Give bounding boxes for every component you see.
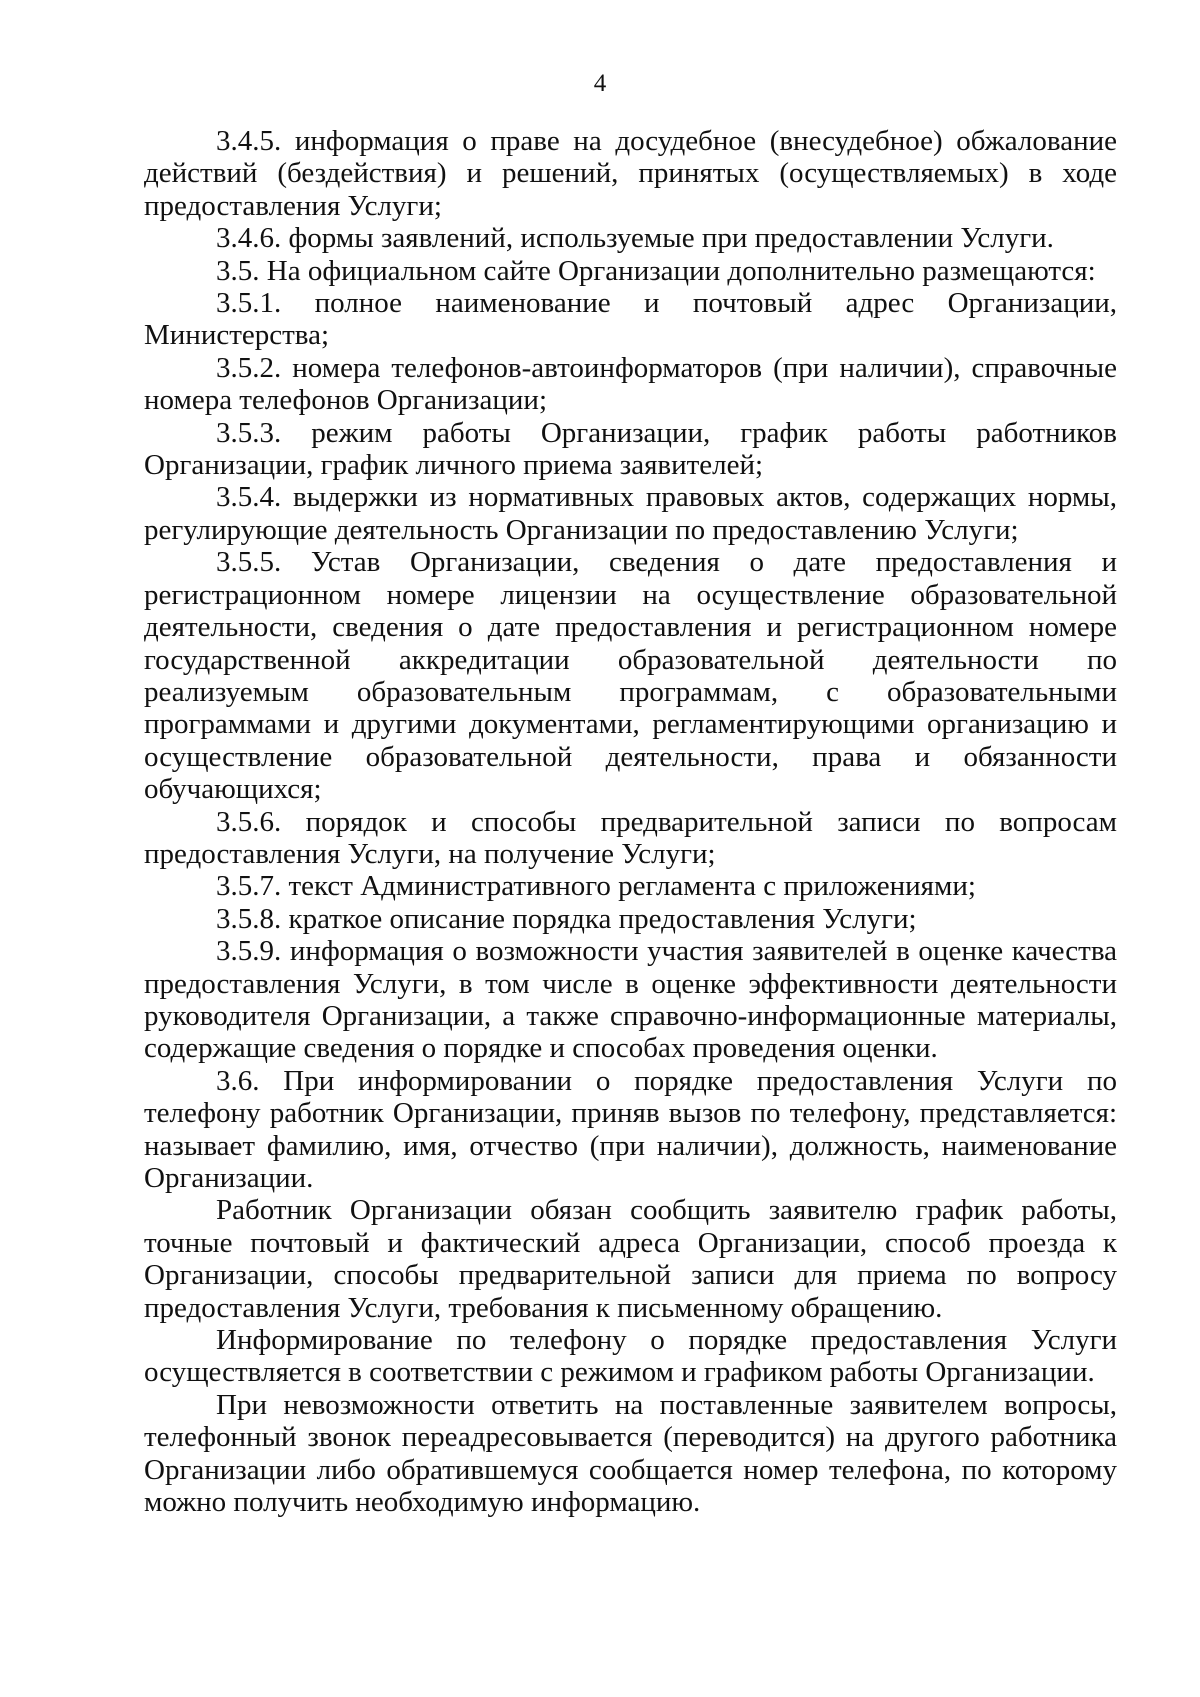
paragraph-3-4-5: 3.4.5. информация о праве на досудебное (внесудебное) обжалование действий (бездействия) и решений, принятых (осуществляемых) в ходе предоставления Услуги; [144, 125, 1117, 222]
paragraph-3-5-2: 3.5.2. номера телефонов-автоинформаторов (при наличии), справочные номера телефонов Организации; [144, 351, 1117, 417]
paragraph-3-5-1: 3.5.1. полное наименование и почтовый адрес Организации, Министерства; [144, 287, 1117, 352]
paragraph-call-redirect: При невозможности ответить на поставленные заявителем вопросы, телефонный звонок переадресовывается (переводится) на другого работника Организации либо обратившемуся сообщается номер телефона, по которому можно получить необходимую информацию. [144, 1388, 1117, 1519]
paragraph-3-5-9: 3.5.9. информация о возможности участия заявителей в оценке качества предоставления Услуги, в том числе в оценке эффективности деятельности руководителя Организации, а также справочно-информационные материалы, содержащие сведения о порядке и способах проведения оценки. [144, 935, 1117, 1065]
document-body [144, 125, 1117, 1518]
paragraph-3-6: 3.6. При информировании о порядке предоставления Услуги по телефону работник Организации, приняв вызов по телефону, представляется: называет фамилию, имя, отчество (при наличии), должность, наименование Организации. [144, 1064, 1117, 1194]
paragraph-3-5-5: 3.5.5. Устав Организации, сведения о дате предоставления и регистрационном номере лицензии на осуществление образовательной деятельности, сведения о дате предоставления и регистрационном номере государственной аккредитации образовательной деятельности по реализуемым образовательным программам, с образовательными программами и другими документами, регламентирующими организацию и осуществление образовательной деятельности, права и обязанности обучающихся; [144, 546, 1117, 806]
paragraph-3-5-6: 3.5.6. порядок и способы предварительной записи по вопросам предоставления Услуги, на получение Услуги; [144, 805, 1117, 870]
paragraph-3-5-4: 3.5.4. выдержки из нормативных правовых актов, содержащих нормы, регулирующие деятельность Организации по предоставлению Услуги; [144, 481, 1117, 546]
paragraph-3-5: 3.5. На официальном сайте Организации дополнительно размещаются: [216, 254, 1096, 287]
page-number: 4 [593, 70, 607, 97]
paragraph-phone-schedule: Информирование по телефону о порядке предоставления Услуги осуществляется в соответствии с режимом и графиком работы Организации. [144, 1324, 1117, 1389]
paragraph-3-4-6: 3.4.6. формы заявлений, используемые при предоставлении Услуги. [216, 222, 1054, 255]
paragraph-3-5-3: 3.5.3. режим работы Организации, график работы работников Организации, график личного приема заявителей; [144, 416, 1117, 482]
paragraph-3-5-7: 3.5.7. текст Административного регламента с приложениями; [216, 870, 976, 903]
paragraph-3-5-8: 3.5.8. краткое описание порядка предоставления Услуги; [216, 902, 917, 935]
paragraph-employee-duties: Работник Организации обязан сообщить заявителю график работы, точные почтовый и фактический адреса Организации, способ проезда к Организации, способы предварительной записи для приема по вопросу предоставления Услуги, требования к письменному обращению. [144, 1194, 1117, 1324]
